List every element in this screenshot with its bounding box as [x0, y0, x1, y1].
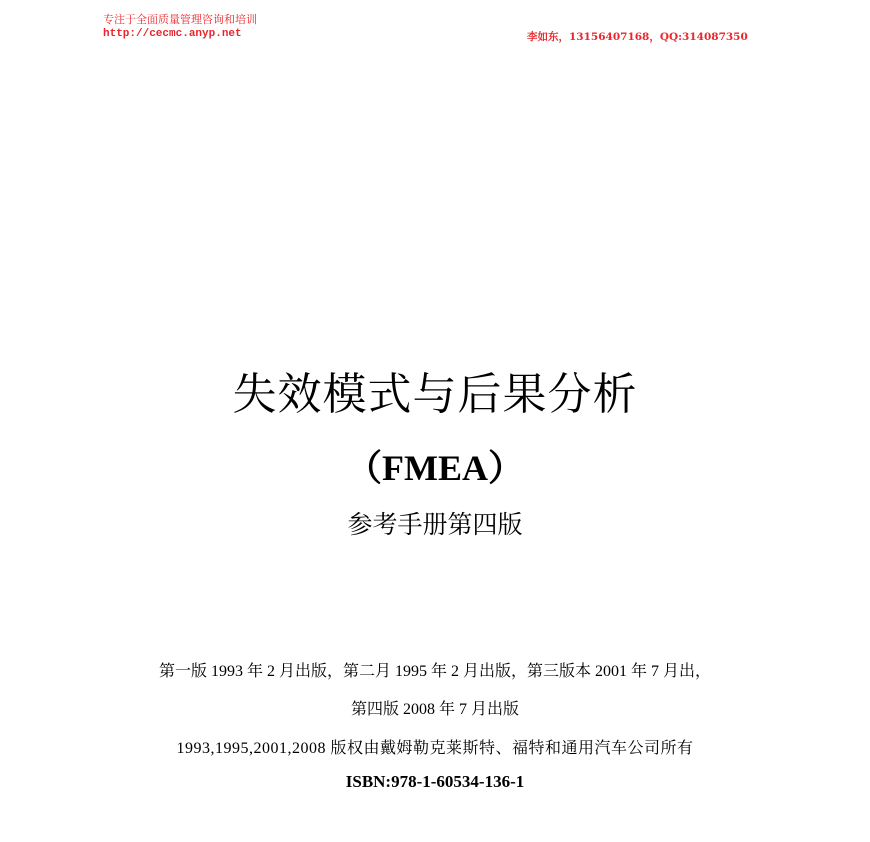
copyright-notice: 1993,1995,2001,2008 版权由戴姆勒克莱斯特、福特和通用汽车公司所有	[176, 740, 694, 757]
edition-label: 参考手册第四版	[347, 510, 523, 539]
document-title: 失效模式与后果分析	[232, 369, 638, 420]
header-left	[103, 12, 257, 42]
header-contact: 李如东，13156407168，QQ:314087350	[527, 31, 748, 43]
publication-history-line-2: 第四版 2008 年 7 月出版	[350, 701, 519, 718]
header-slogan: 专注于全面质量管理咨询和培训	[103, 13, 257, 26]
header-url-link[interactable]: http://cecmc.anyp.net	[103, 28, 242, 40]
publication-history-line-1: 第一版 1993 年 2 月出版，第二月 1995 年 2 月出版，第三版本 2001 年 7 月出，	[158, 663, 711, 680]
document-subtitle: （FMEA）	[346, 448, 524, 488]
isbn-number: ISBN:978-1-60534-136-1	[345, 772, 525, 791]
